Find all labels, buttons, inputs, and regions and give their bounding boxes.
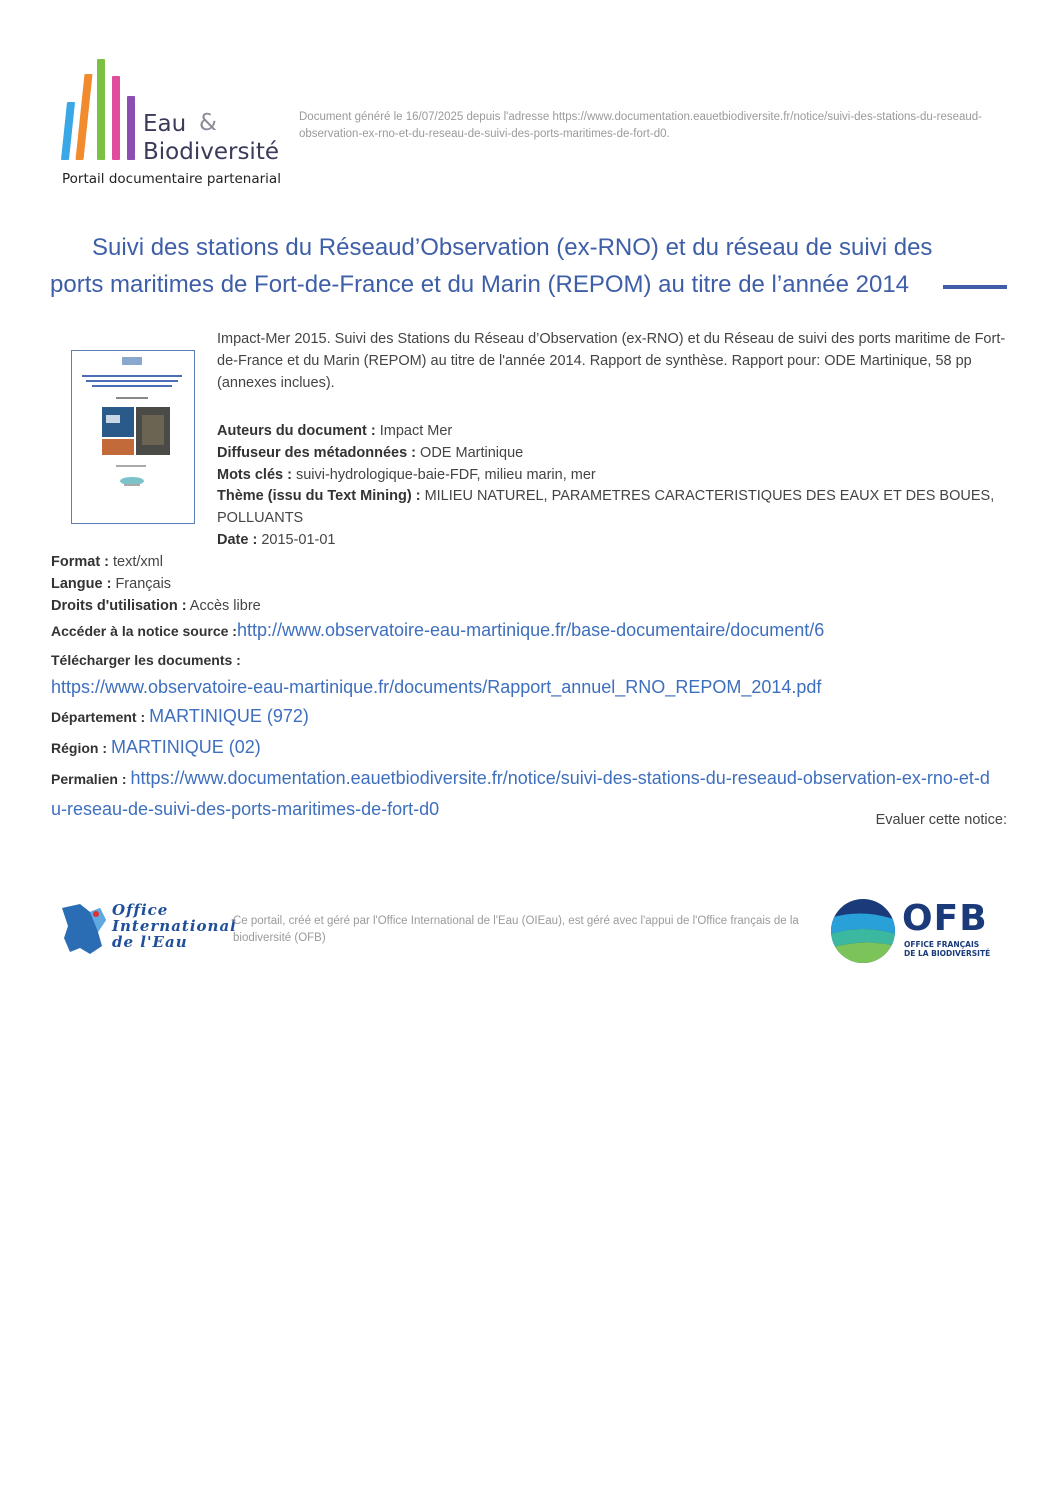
meta-droits: [51, 596, 1011, 618]
oieau-line3: de l'Eau: [112, 933, 188, 951]
region-link[interactable]: MARTINIQUE (02): [111, 737, 261, 758]
ofb-acronym: OFB: [902, 898, 988, 939]
meta-date-label: Date :: [217, 531, 258, 548]
meta-mots-cles: [217, 465, 1012, 487]
meta-droits-label: Droits d'utilisation :: [51, 597, 187, 614]
meta-departement-label: Département :: [51, 709, 146, 726]
logo-bar-pink: [112, 76, 120, 160]
download-link[interactable]: https://www.observatoire-eau-martinique.fr/documents/Rapport_annuel_RNO_REPOM_2014.pdf: [51, 677, 822, 698]
meta-format: [51, 552, 1011, 574]
logo-bar-green: [97, 59, 105, 160]
document-cover-thumbnail[interactable]: [71, 350, 195, 524]
generated-note: Document généré le 16/07/2025 depuis l'adresse https://www.documentation.eauetbiodiversite.fr/notice/suivi-des-stations-du-reseaud-observation-ex-rno-et-du-reseau-de-suivi-des-ports-maritimes-de-fort-d0.: [299, 111, 982, 140]
meta-mots-cles-label: Mots clés :: [217, 466, 292, 483]
meta-langue: [51, 574, 1011, 596]
ofb-globe-icon: [830, 898, 896, 964]
footer-note: Ce portail, créé et géré par l'Office International de l'Eau (OIEau), est géré avec l'appui de l'Office français de la biodiversité (OFB): [233, 915, 799, 944]
logo-ampersand: &: [199, 110, 217, 136]
page-title-line2: ports maritimes de Fort-de-France et du Marin (REPOM) au titre de l’année 2014: [50, 271, 910, 298]
meta-diffuseur: [217, 443, 1012, 465]
logo-word-biodiversite: Biodiversité: [143, 139, 279, 165]
metadata-block: [217, 421, 1012, 552]
meta-region: [51, 733, 1011, 764]
meta-date: [217, 530, 1012, 552]
notice-source-link[interactable]: http://www.observatoire-eau-martinique.fr/base-documentaire/document/6: [236, 620, 825, 641]
citation-text: Impact-Mer 2015. Suivi des Stations du Réseau d’Observation (ex-RNO) et du Réseau de suivi des ports maritime de Fort-de-France et du Marin (REPOM) au titre de l'année 2014. Rapport de synthèse. Rapport pour: ODE Martinique, 58 pp (annexes inclues).: [217, 331, 1006, 391]
meta-theme-value: MILIEU NATUREL, PARAMETRES CARACTERISTIQUES DES EAUX ET DES BOUES, POLLUANTS: [217, 488, 995, 527]
meta-auteurs-value: Impact Mer: [379, 423, 453, 439]
oieau-logo: [60, 900, 237, 960]
meta-droits-value: Accès libre: [189, 597, 261, 614]
logo-bar-blue: [61, 102, 75, 160]
meta-departement: [51, 702, 1011, 733]
meta-theme-label: Thème (issu du Text Mining) :: [217, 488, 421, 505]
meta-theme: [217, 486, 1012, 530]
meta-region-label: Région :: [51, 740, 107, 757]
meta-format-value: text/xml: [113, 554, 163, 570]
page-title: [50, 229, 1010, 303]
meta-notice-source-label: Accéder à la notice source :: [51, 623, 237, 640]
meta-permalien: [51, 764, 991, 826]
metadata-block-full: [51, 552, 1011, 826]
eau-biodiversite-logo: [60, 60, 290, 190]
oieau-map-icon: [60, 902, 110, 958]
ofb-logo: [830, 898, 1000, 964]
cover-image-icon: [72, 351, 193, 522]
meta-diffuseur-value: ODE Martinique: [420, 444, 524, 461]
meta-auteurs: [217, 421, 1012, 443]
permalink[interactable]: https://www.documentation.eauetbiodiversite.fr/notice/suivi-des-stations-du-reseaud-observation-ex-rno-et-du-reseau-de-suivi-des-ports-maritimes-de-fort-d0: [51, 768, 990, 820]
logo-bar-purple: [127, 96, 135, 160]
page-title-line1: Suivi des stations du Réseaud’Observation (ex-RNO) et du réseau de suivi des: [92, 234, 933, 261]
ofb-line2: DE LA BIODIVERSITÉ: [904, 949, 991, 958]
oieau-line2: International: [112, 917, 237, 935]
meta-telecharger-label: Télécharger les documents :: [51, 652, 241, 669]
oieau-line1: Office: [112, 901, 169, 919]
meta-langue-value: Français: [115, 575, 172, 592]
meta-mots-cles-value: suivi-hydrologique-baie-FDF, milieu marin, mer: [295, 466, 596, 483]
meta-auteurs-label: Auteurs du document :: [217, 423, 376, 439]
logo-bar-orange: [75, 74, 92, 160]
logo-tagline: Portail documentaire partenarial: [62, 171, 281, 187]
logo-word-eau: Eau: [143, 111, 187, 137]
title-underline: [943, 285, 1007, 289]
meta-langue-label: Langue :: [51, 575, 112, 592]
meta-format-label: Format :: [51, 554, 109, 570]
departement-link[interactable]: MARTINIQUE (972): [149, 706, 309, 727]
meta-telecharger: [51, 647, 1011, 702]
meta-date-value: 2015-01-01: [261, 531, 336, 548]
rate-notice-label: Evaluer cette notice:: [875, 812, 1007, 828]
meta-notice-source: [51, 617, 1011, 645]
meta-diffuseur-label: Diffuseur des métadonnées :: [217, 444, 417, 461]
ofb-line1: OFFICE FRANÇAIS: [904, 940, 980, 949]
meta-permalien-label: Permalien :: [51, 771, 127, 788]
